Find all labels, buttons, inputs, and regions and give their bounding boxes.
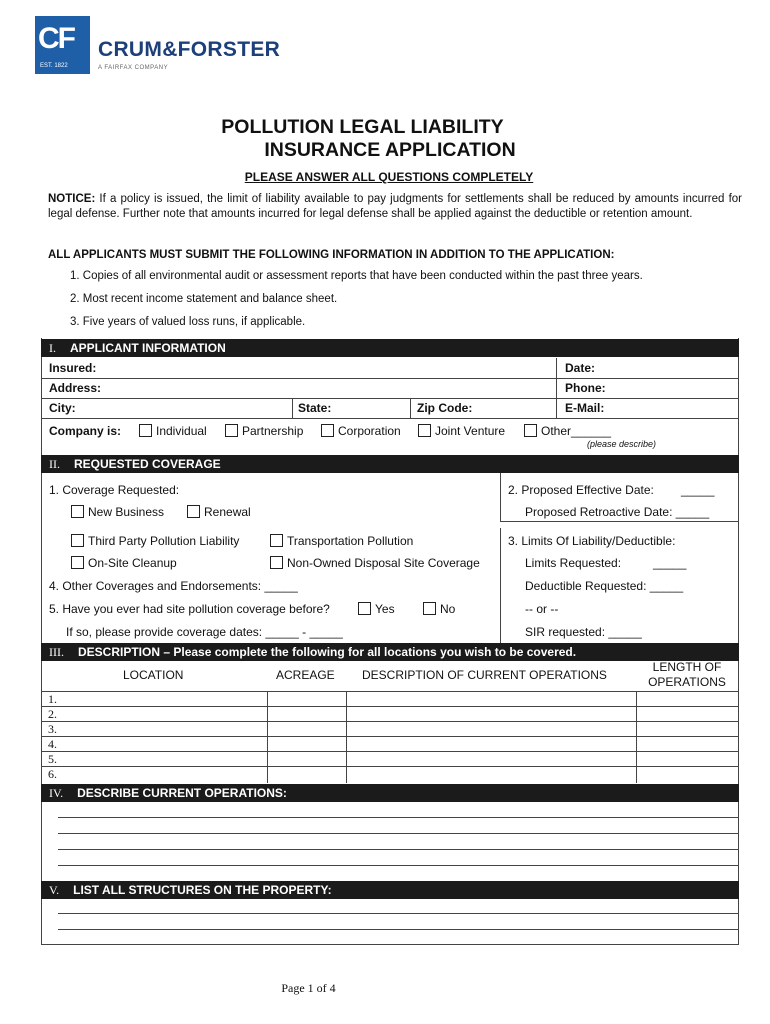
option-label: Other______: [541, 424, 612, 438]
row-divider: [41, 691, 739, 692]
email-label: E-Mail:: [565, 401, 605, 415]
prior-coverage-question: 5. Have you ever had site pollution coverage before?: [49, 602, 330, 616]
writing-line[interactable]: [58, 849, 739, 850]
requirement-item: 2. Most recent income statement and balance sheet.: [70, 293, 338, 305]
row-divider: [41, 418, 739, 419]
company-type-row: [49, 424, 121, 438]
section-title: DESCRIPTION – Please complete the following for all locations you wish to be covered.: [78, 645, 577, 659]
writing-line[interactable]: [58, 833, 739, 834]
date-label: Date:: [565, 361, 596, 375]
section-numeral: II.: [49, 457, 60, 471]
effective-date-label: 2. Proposed Effective Date:: [508, 483, 654, 497]
option-label: Yes: [375, 602, 395, 616]
option-label: Transportation Pollution: [287, 534, 414, 548]
writing-line[interactable]: [58, 817, 739, 818]
option-label: On-Site Cleanup: [88, 556, 177, 570]
renewal-option[interactable]: [187, 505, 251, 519]
row-divider: [41, 378, 739, 379]
option-label: Partnership: [242, 424, 304, 438]
form-title-line2: INSURANCE APPLICATION: [264, 139, 516, 161]
sir-requested-label: SIR requested: _____: [525, 625, 642, 639]
phone-label: Phone:: [565, 381, 606, 395]
checkbox[interactable]: [71, 556, 84, 569]
insured-label: Insured:: [49, 361, 97, 375]
row-divider: [41, 706, 739, 707]
section-numeral: V.: [49, 883, 60, 897]
checkbox[interactable]: [321, 424, 334, 437]
row-divider: [41, 736, 739, 737]
option-label: Non-Owned Disposal Site Coverage: [287, 556, 480, 570]
section-structures-header: [41, 881, 739, 899]
writing-line[interactable]: [58, 913, 739, 914]
col-divider: [346, 691, 347, 783]
checkbox[interactable]: [524, 424, 537, 437]
requirement-item: 3. Five years of valued loss runs, if applicable.: [70, 316, 306, 328]
limits-requested-label: Limits Requested:: [525, 556, 622, 570]
checkbox[interactable]: [187, 505, 200, 518]
option-label: Renewal: [204, 505, 251, 519]
col-divider: [500, 528, 501, 646]
section-title: LIST ALL STRUCTURES ON THE PROPERTY:: [73, 883, 332, 897]
col-divider: [556, 358, 557, 418]
deductible-requested-label: Deductible Requested: _____: [525, 579, 684, 593]
effective-date-blank[interactable]: _____: [681, 483, 715, 497]
onsite-cleanup-option[interactable]: [71, 556, 177, 570]
coverage-dates-label: If so, please provide coverage dates: _____ - _____: [66, 625, 343, 639]
section-numeral: IV.: [49, 786, 64, 800]
location-row-number: 5.: [48, 752, 57, 766]
non-owned-option[interactable]: [270, 556, 480, 570]
col-divider: [292, 398, 293, 418]
option-label: Corporation: [338, 424, 401, 438]
notice-label: NOTICE:: [48, 193, 96, 205]
section-operations-header: [41, 784, 739, 802]
prior-coverage-yes[interactable]: [358, 602, 395, 616]
state-label: State:: [298, 401, 332, 415]
limits-deductible-label: 3. Limits Of Liability/Deductible:: [508, 534, 676, 548]
checkbox[interactable]: [71, 505, 84, 518]
prior-coverage-no[interactable]: [423, 602, 455, 616]
company-tagline: A FAIRFAX COMPANY: [98, 65, 169, 71]
new-business-option[interactable]: [71, 505, 164, 519]
checkbox[interactable]: [225, 424, 238, 437]
section-description-header: [41, 643, 739, 661]
row-divider: [41, 751, 739, 752]
company-type-individual[interactable]: [139, 424, 207, 438]
page-number: Page 1 of 4: [281, 981, 336, 995]
checkbox[interactable]: [139, 424, 152, 437]
zip-label: Zip Code:: [417, 401, 473, 415]
company-is-label: Company is:: [49, 424, 122, 438]
checkbox[interactable]: [71, 534, 84, 547]
row-divider: [41, 398, 739, 399]
option-label: No: [440, 602, 456, 616]
row-divider: [500, 521, 739, 522]
please-describe-note: (please describe): [587, 439, 657, 449]
form-subtitle: PLEASE ANSWER ALL QUESTIONS COMPLETELY: [244, 170, 534, 184]
logo-cf-text: CF: [38, 22, 74, 55]
or-separator: -- or --: [525, 602, 559, 616]
col-divider: [267, 691, 268, 783]
retroactive-date-label: Proposed Retroactive Date: _____: [525, 505, 710, 519]
section-numeral: I.: [49, 341, 56, 355]
company-type-joint-venture[interactable]: [418, 424, 505, 438]
section-title: REQUESTED COVERAGE: [74, 457, 221, 471]
company-type-corporation[interactable]: [321, 424, 401, 438]
checkbox[interactable]: [270, 534, 283, 547]
city-label: City:: [49, 401, 76, 415]
checkbox[interactable]: [423, 602, 436, 615]
col-divider: [636, 691, 637, 783]
row-divider: [41, 766, 739, 767]
option-label: New Business: [88, 505, 165, 519]
location-row-number: 6.: [48, 767, 57, 781]
row-divider: [41, 721, 739, 722]
must-submit-heading: ALL APPLICANTS MUST SUBMIT THE FOLLOWING INFORMATION IN ADDITION TO THE APPLICATION:: [48, 249, 615, 261]
company-name: CRUM&FORSTER: [98, 38, 281, 61]
transportation-option[interactable]: [270, 534, 413, 548]
writing-line[interactable]: [58, 865, 739, 866]
checkbox[interactable]: [358, 602, 371, 615]
location-row-number: 3.: [48, 722, 57, 736]
company-type-other[interactable]: [524, 424, 611, 438]
form-title-line1: POLLUTION LEGAL LIABILITY: [221, 116, 504, 138]
form-border-left: [41, 338, 42, 945]
logo-est-text: EST. 1822: [40, 63, 68, 69]
checkbox[interactable]: [270, 556, 283, 569]
location-row-number: 1.: [48, 692, 57, 706]
form-border-right: [738, 338, 739, 945]
col-divider: [410, 398, 411, 418]
notice-paragraph: [48, 192, 742, 222]
location-row-number: 2.: [48, 707, 57, 721]
section-title: APPLICANT INFORMATION: [70, 341, 226, 355]
section-title: DESCRIBE CURRENT OPERATIONS:: [77, 786, 287, 800]
col-length-header-line1: LENGTH OF: [652, 660, 722, 674]
other-coverages-label: 4. Other Coverages and Endorsements: _____: [49, 579, 298, 593]
company-type-partnership[interactable]: [225, 424, 303, 438]
option-label: Joint Venture: [435, 424, 506, 438]
third-party-option[interactable]: [71, 534, 239, 548]
section-numeral: III.: [49, 645, 64, 659]
col-acreage-header: ACREAGE: [276, 668, 335, 682]
requirement-item: 1. Copies of all environmental audit or assessment reports that have been conducted within the past three years.: [70, 270, 643, 282]
writing-line[interactable]: [58, 929, 739, 930]
address-label: Address:: [49, 381, 102, 395]
section-applicant-header: [41, 339, 739, 357]
coverage-requested-label: 1. Coverage Requested:: [49, 483, 180, 497]
notice-text: If a policy is issued, the limit of liability available to pay judgments for settlements shall be reduced by amounts incurred for legal defense. Further note that amounts incurred for legal defense shall be applied against the deductible or retention amount.: [48, 193, 742, 220]
checkbox[interactable]: [418, 424, 431, 437]
option-label: Individual: [156, 424, 207, 438]
col-length-header-line2: OPERATIONS: [648, 675, 726, 689]
section-coverage-header: [41, 455, 739, 473]
location-row-number: 4.: [48, 737, 57, 751]
limits-requested-blank[interactable]: _____: [653, 556, 687, 570]
col-description-header: DESCRIPTION OF CURRENT OPERATIONS: [362, 668, 607, 682]
col-location-header: LOCATION: [123, 668, 184, 682]
form-border-bottom: [41, 944, 739, 945]
col-divider: [500, 473, 501, 521]
option-label: Third Party Pollution Liability: [88, 534, 240, 548]
